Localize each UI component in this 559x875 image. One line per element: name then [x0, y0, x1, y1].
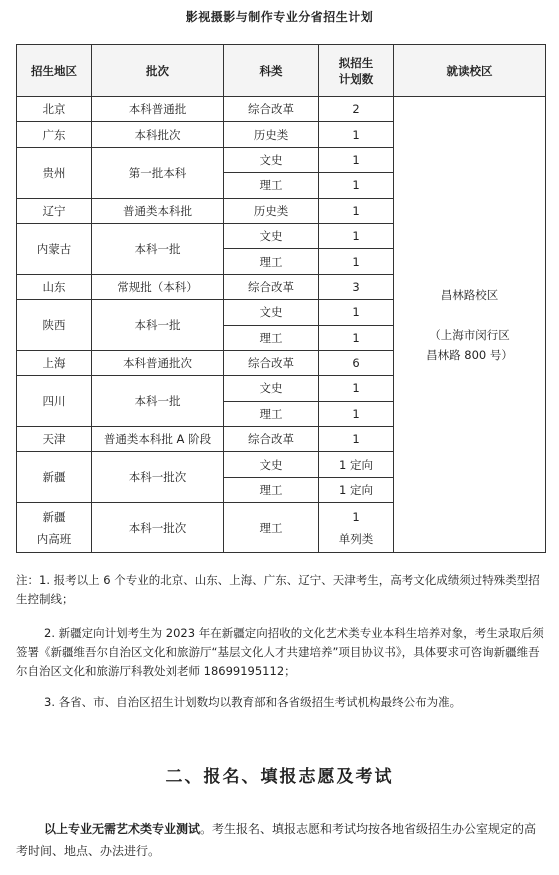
batch-cell: 本科一批次	[92, 452, 224, 503]
batch-cell: 普通类本科批 A 阶段	[92, 427, 224, 452]
batch-cell: 本科普通批	[92, 97, 224, 122]
region-cell: 山东	[17, 274, 92, 299]
count-cell: 1	[319, 198, 394, 223]
region-cell	[17, 503, 92, 553]
count-cell: 1	[319, 147, 394, 172]
region-cell: 辽宁	[17, 198, 92, 223]
count-cell	[319, 503, 394, 553]
count-cell: 1	[319, 376, 394, 401]
region-line2: 内高班	[36, 531, 72, 546]
count-cell: 1	[319, 122, 394, 147]
category-cell: 综合改革	[224, 427, 319, 452]
category-cell: 理工	[224, 503, 319, 553]
category-cell: 综合改革	[224, 97, 319, 122]
batch-cell: 本科批次	[92, 122, 224, 147]
count-line2: 单列类	[338, 531, 374, 546]
note-2: 2. 新疆定向计划考生为 2023 年在新疆定向招收的文化艺术类专业本科生培养对象，考生录取后须签署《新疆维吾尔自治区文化和旅游厅“基层文化人才共建培养”项目协议书》，具体要求可咨询新疆维吾尔自治区文化和旅游厅科教处刘老师 18699195112；	[16, 626, 544, 678]
batch-cell: 常规批（本科）	[92, 274, 224, 299]
campus-name: 昌林路校区	[440, 287, 499, 302]
count-cell: 1	[319, 249, 394, 274]
region-cell: 内蒙古	[17, 223, 92, 274]
region-line1: 新疆	[42, 509, 66, 524]
campus-address-line2: 昌林路 800 号）	[426, 347, 513, 362]
paragraph-bold-lead: 以上专业无需艺术类专业测试	[44, 822, 201, 836]
category-cell: 综合改革	[224, 274, 319, 299]
count-cell: 1	[319, 300, 394, 325]
region-cell: 四川	[17, 376, 92, 427]
header-category: 科类	[224, 45, 319, 97]
category-cell: 文史	[224, 452, 319, 477]
batch-cell: 本科一批	[92, 376, 224, 427]
batch-cell: 本科普通批次	[92, 350, 224, 375]
category-cell: 理工	[224, 249, 319, 274]
category-cell: 历史类	[224, 198, 319, 223]
count-cell: 1	[319, 325, 394, 350]
batch-cell: 普通类本科批	[92, 198, 224, 223]
header-plan-count	[319, 45, 394, 97]
header-batch: 批次	[92, 45, 224, 97]
region-cell: 贵州	[17, 147, 92, 198]
region-cell: 天津	[17, 427, 92, 452]
category-cell: 文史	[224, 300, 319, 325]
batch-cell: 本科一批次	[92, 503, 224, 553]
category-cell: 历史类	[224, 122, 319, 147]
count-cell: 1 定向	[319, 477, 394, 502]
category-cell: 理工	[224, 477, 319, 502]
region-cell: 上海	[17, 350, 92, 375]
count-cell: 1	[319, 173, 394, 198]
count-line1: 1	[352, 509, 360, 524]
header-plan-line1: 拟招生	[338, 55, 374, 70]
batch-cell: 本科一批	[92, 300, 224, 351]
count-cell: 6	[319, 350, 394, 375]
note-3: 3. 各省、市、自治区招生计划数均以教育部和各省级招生考试机构最终公布为准。	[44, 695, 462, 709]
note-1: 注：1. 报考以上 6 个专业的北京、山东、上海、广东、辽宁、天津考生，高考文化成绩须过特殊类型招生控制线；	[16, 573, 540, 606]
header-region: 招生地区	[17, 45, 92, 97]
region-cell: 陕西	[17, 300, 92, 351]
campus-cell	[394, 97, 546, 553]
count-cell: 1	[319, 427, 394, 452]
region-cell: 广东	[17, 122, 92, 147]
section-heading: 二、报名、填报志愿及考试	[165, 767, 394, 787]
campus-address-line1: （上海市闵行区	[429, 327, 510, 342]
category-cell: 理工	[224, 401, 319, 426]
count-cell: 2	[319, 97, 394, 122]
header-plan-line2: 计划数	[338, 71, 374, 86]
category-cell: 文史	[224, 223, 319, 248]
table-header-row	[17, 45, 546, 97]
category-cell: 文史	[224, 147, 319, 172]
batch-cell: 第一批本科	[92, 147, 224, 198]
page-title: 影视摄影与制作专业分省招生计划	[185, 10, 374, 24]
category-cell: 理工	[224, 325, 319, 350]
body-paragraph	[16, 818, 546, 862]
category-cell: 综合改革	[224, 350, 319, 375]
region-cell: 新疆	[17, 452, 92, 503]
count-cell: 1	[319, 223, 394, 248]
category-cell: 理工	[224, 173, 319, 198]
table-row	[17, 97, 546, 122]
count-cell: 1 定向	[319, 452, 394, 477]
paragraph-rest: 。考生报名、填报志愿和考试均按各地省级招生办公室规定的高考时间、地点、办法进行。	[16, 822, 537, 858]
region-cell: 北京	[17, 97, 92, 122]
enrollment-plan-table	[16, 44, 546, 553]
category-cell: 文史	[224, 376, 319, 401]
header-campus: 就读校区	[394, 45, 546, 97]
batch-cell: 本科一批	[92, 223, 224, 274]
count-cell: 1	[319, 401, 394, 426]
count-cell: 3	[319, 274, 394, 299]
